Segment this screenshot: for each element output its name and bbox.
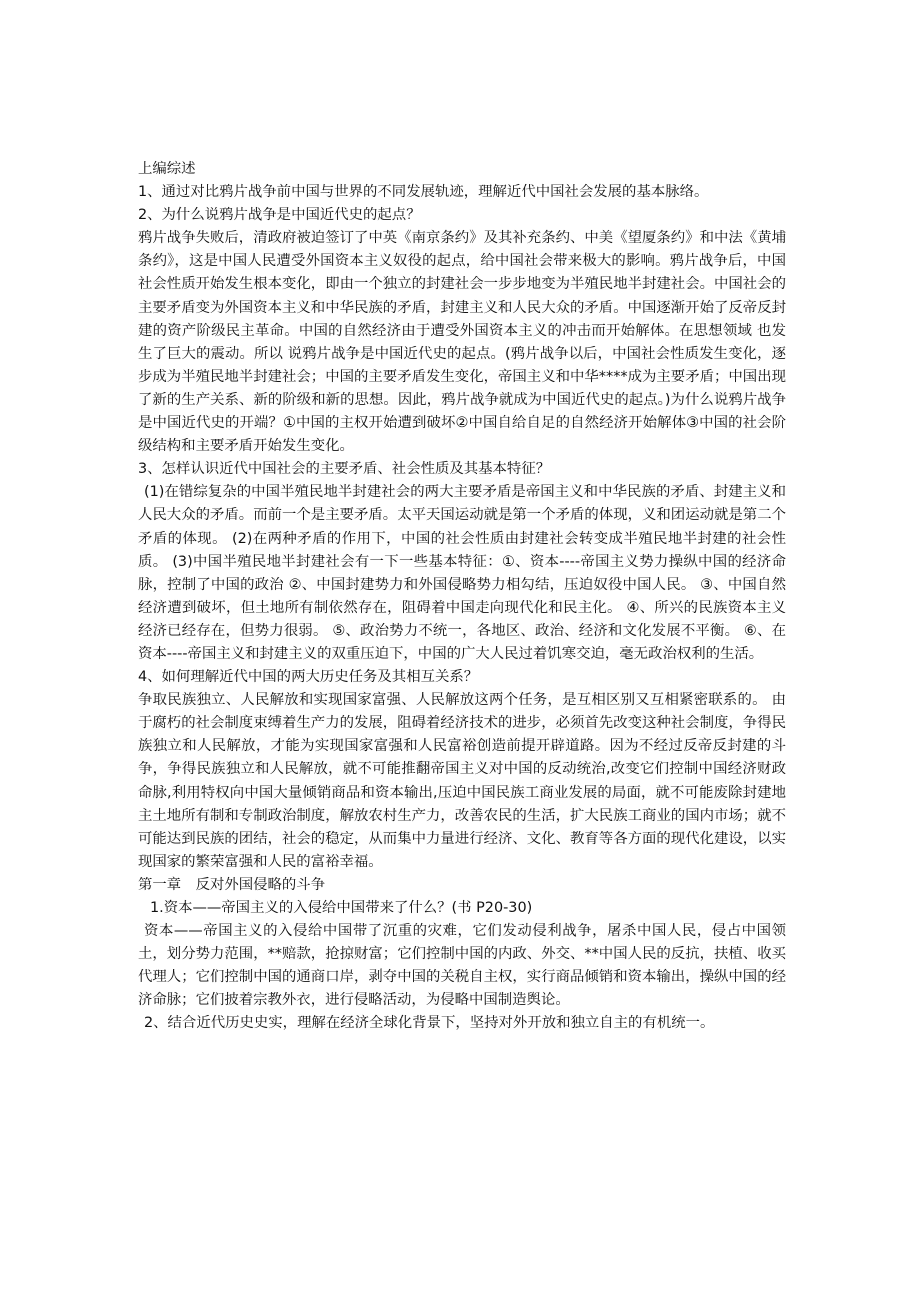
answer-2: 鸦片战争失败后，清政府被迫签订了中英《南京条约》及其补充条约、中美《望厦条约》和中法《黄埔条约》，这是中国人民遭受外国资本主义奴役的起点，给中国社会带来极大的影响。鸦片战争后，中国社会性质开始发生根本变化，即由一个独立的封建社会一步步地变为半殖民地半封建社会。中国社会的主要矛盾变为外国资本主义和中华民族的矛盾，封建主义和人民大众的矛盾。中国逐渐开始了反帝反封建的资产阶级民主革命。中国的自然经济由于遭受外国资本主义的冲击而开始解体。在思想领域 也发生了巨大的震动。所以 说鸦片战争是中国近代史的起点。(鸦片战争以后，中国社会性质发生变化，逐步成为半殖民地半封建社会；中国的主要矛盾发生变化，帝国主义和中华****成为主要矛盾；中国出现了新的生产关系、新的阶级和新的思想。因此，鸦片战争就成为中国近代史的起点。)为什么说鸦片战争是中国近代史的开端？①中国的主权开始遭到破坏②中国自给自足的自然经济开始解体③中国的社会阶级结构和主要矛盾开始发生变化。 [138, 230, 786, 455]
question-4: 4、如何理解近代中国的两大历史任务及其相互关系？ [138, 669, 479, 686]
section-title: 上编综述 [138, 161, 196, 177]
chapter-question-2: 2、结合近代历史史实，理解在经济全球化背景下，坚持对外开放和独立自主的有机统一。 [144, 1015, 715, 1032]
chapter-answer-1: 资本——帝国主义的入侵给中国带了沉重的灾难，它们发动侵利战争，屠杀中国人民，侵占中国领土，划分势力范围，**赔款，抢掠财富；它们控制中国的内政、外交、**中国人民的反抗，扶植、收买代理人；它们控制中国的通商口岸，剥夺中国的关税自主权，实行商品倾销和资本输出，操纵中国的经济命脉；它们披着宗教外衣，进行侵略活动，为侵略中国制造舆论。 [138, 923, 786, 1009]
chapter-question-1: 1.资本——帝国主义的入侵给中国带来了什么？(书 P20-30) [150, 900, 533, 916]
answer-4: 争取民族独立、人民解放和实现国家富强、人民解放这两个任务，是互相区别又互相紧密联系的。 由于腐朽的社会制度束缚着生产力的发展，阻碍着经济技术的进步，必须首先改变这种社会制度，争得民族独立和人民解放，才能为实现国家富强和人民富裕创造前提开辟道路。因为不经过反帝反封建的斗争，争得民族独立和人民解放，就不可能推翻帝国主义对中国的反动统治,改变它们控制中国经济财政命脉,利用特权向中国大量倾销商品和资本输出,压迫中国民族工商业发展的局面，就不可能废除封建地主土地所有制和专制政治制度，解放农村生产力，改善农民的生活，扩大民族工商业的国内市场；就不可能达到民族的团结，社会的稳定，从而集中力量进行经济、文化、教育等各方面的现代化建设，以实现国家的繁荣富强和人民的富裕幸福。 [138, 692, 786, 870]
question-3: 3、怎样认识近代中国社会的主要矛盾、社会性质及其基本特征？ [138, 461, 551, 478]
chapter-heading: 第一章 反对外国侵略的斗争 [138, 876, 326, 893]
question-2: 2、为什么说鸦片战争是中国近代史的起点？ [138, 207, 421, 224]
document-page [138, 158, 786, 1036]
answer-3: (1)在错综复杂的中国半殖民地半封建社会的两大主要矛盾是帝国主义和中华民族的矛盾、封建主义和人民大众的矛盾。而前一个是主要矛盾。太平天国运动就是第一个矛盾的体现，义和团运动就是第二个矛盾的体现。 (2)在两种矛盾的作用下，中国的社会性质由封建社会转变成半殖民地半封建的社会性质。 (3)中国半殖民地半封建社会有一下一些基本特征：①、资本----帝国主义势力操纵中国的经济命脉，控制了中国的政治 ②、中国封建势力和外国侵略势力相勾结，压迫奴役中国人民。 ③、中国自然经济遭到破坏，但土地所有制依然存在，阻碍着中国走向现代化和民主化。 ④、所兴的民族资本主义经济已经存在，但势力很弱。 ⑤、政治势力不统一，各地区、政治、经济和文化发展不平衡。 ⑥、在资本----帝国主义和封建主义的双重压迫下，中国的广大人民过着饥寒交迫，毫无政治权利的生活。 [138, 484, 786, 662]
question-1: 1、通过对比鸦片战争前中国与世界的不同发展轨迹，理解近代中国社会发展的基本脉络。 [138, 184, 709, 201]
